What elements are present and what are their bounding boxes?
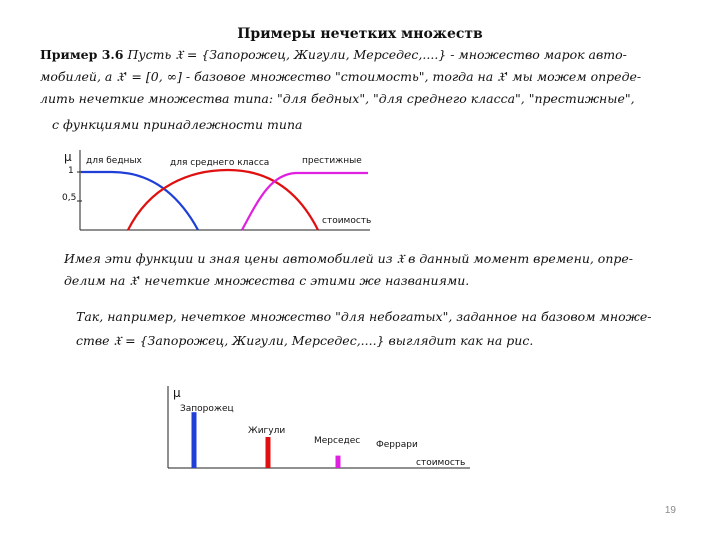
text2-line-1: Имея эти функции и зная цены автомобилей из 𝔛 в данный момент времени, опре- <box>64 251 634 266</box>
example-text-1: Пусть 𝔛 = {Запорожец, Жигули, Мерседес,....} - множество марок авто- <box>127 47 627 62</box>
text2-line-2: делим на 𝔛' нечеткие множества с этими же названиями. <box>64 273 470 288</box>
curve-label-prestige: престижные <box>302 156 362 166</box>
curve-middle <box>128 170 318 230</box>
bar-2 <box>336 456 341 468</box>
example-line-3: лить нечеткие множества типа: "для бедных", "для среднего класса", "престижные", <box>40 91 635 106</box>
bar-label-zaporozhets: Запорожец <box>180 404 234 414</box>
curve-label-middle: для среднего класса <box>170 158 270 168</box>
page-number: 19 <box>664 505 676 516</box>
bar-0 <box>192 412 197 468</box>
curve-label-poor: для бедных <box>86 156 142 166</box>
chart1-tick-05: 0,5 <box>62 193 77 203</box>
bar-chart-group <box>168 386 470 468</box>
chart2-y-symbol: μ <box>173 386 181 400</box>
bar-label-mercedes: Мерседес <box>314 436 361 446</box>
bar-label-ferrari: Феррари <box>376 440 418 450</box>
chart1-x-label: стоимость <box>322 216 372 226</box>
curve-poor <box>81 172 198 230</box>
example-label: Пример 3.6 <box>40 47 124 62</box>
text3-line-1: Так, например, нечеткое множество "для небогатых", заданное на базовом множе- <box>76 309 652 324</box>
text3-line-2: стве 𝔛 = {Запорожец, Жигули, Мерседес,....} выглядит как на рис. <box>76 333 534 348</box>
bar-label-zhiguli: Жигули <box>248 426 286 436</box>
example-line-4: с функциями принадлежности типа <box>52 117 303 132</box>
chart1-y-symbol: μ <box>64 150 72 164</box>
chart1-tick-1: 1 <box>68 166 74 176</box>
slide-title: Примеры нечетких множеств <box>237 26 483 42</box>
example-line-2: мобилей, а 𝔛' = [0, ∞] - базовое множество "стоимость", тогда на 𝔛' мы можем опреде- <box>40 69 642 84</box>
bar-1 <box>266 437 271 468</box>
chart2-x-label: стоимость <box>416 458 466 468</box>
